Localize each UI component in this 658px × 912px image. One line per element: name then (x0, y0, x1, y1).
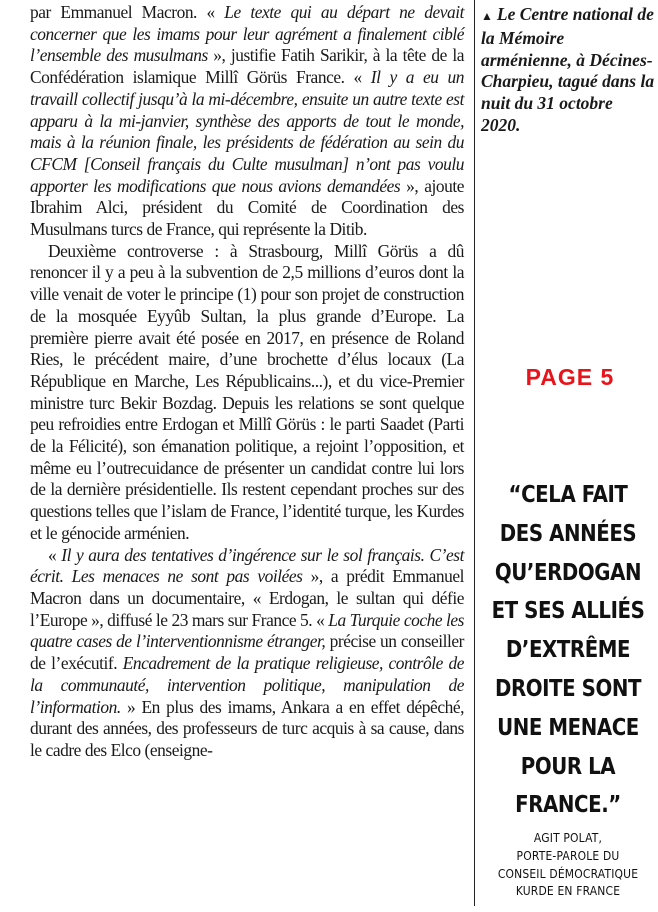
attribution-line: KURDE EN FRANCE (515, 883, 621, 899)
text-run: », ajoute Ibrahim Alci, président du Comité de Coordination des Musulmans turcs de France, qui représente la Ditib. (30, 175, 464, 240)
italic-text-run: La Turquie coche les quatre cases de l’interventionnisme étranger, (30, 609, 464, 652)
article-paragraph-1 (30, 2, 464, 241)
pull-quote-line: “CELA FAIT (508, 482, 628, 508)
page-label: PAGE 5 (525, 364, 615, 390)
caption-text: Le Centre national de la Mémoire arménienne, à Décines-Charpieu, tagué dans la nuit du 31 octobre 2020. (481, 4, 655, 135)
pull-quote-line: DES ANNÉES (499, 520, 637, 547)
text-run: » En plus des imams, Ankara a en effet dépêché, durant des années, des professeurs de turc acquis à sa cause, dans le cadre des Elco (enseigne- (30, 696, 464, 760)
text-run: par Emmanuel Macron. « (30, 2, 225, 22)
attribution-line: AGIT POLAT, (533, 830, 603, 845)
column-divider (474, 0, 475, 906)
attribution-line: CONSEIL DÉMOCRATIQUE (497, 865, 639, 881)
italic-text-run: Il y aura des tentatives d’ingérence sur le sol français. C’est écrit. Les menaces ne sont pas voilées (30, 544, 464, 587)
pull-quote-line: QU’ERDOGAN (494, 559, 642, 586)
pull-quote-line: FRANCE.” (515, 792, 621, 819)
italic-text-run: Le texte qui au départ ne devait concerner que les imams pour leur agrément a finalement ciblé l’ensemble des musulmans (30, 2, 464, 66)
article-paragraph-3 (30, 545, 464, 762)
quote-attribution (491, 829, 646, 900)
article-paragraph-2 (30, 241, 464, 545)
text-run: précise un conseiller de l’exécutif. (30, 631, 464, 674)
pull-quote-line: ET SES ALLIÉS (491, 598, 645, 625)
pull-quote (491, 476, 646, 825)
text-run: », a prédit Emmanuel Macron dans un documentaire, « Erdogan, le sultan qui défie l’Europe », diffusé le 23 mars sur France 5. « (30, 566, 464, 630)
caption-triangle-icon: ▲ (481, 9, 493, 23)
text-run: « (48, 544, 62, 565)
pull-quote-line: POUR LA (520, 753, 616, 780)
attribution-line: PORTE-PAROLE DU (516, 847, 620, 863)
italic-text-run: Encadrement de la pratique religieuse, contrôle de la communauté, intervention politique, manipulation de l’information. (30, 653, 464, 717)
text-run: Deuxième controverse : à Strasbourg, Millî Görüs a dû renoncer il y a peu à la subvention de 2,5 millions d’euros dont la ville venait de voter le principe (1) pour son projet de construction de la mosquée Eyyûb Sultan, la plus grande d’Europe. La première pierre avait été posée en 2017, en présence de Roland Ries, le précédent maire, d’une brochette d’élus locaux (La République en Marche, Les Républicains...), et du vice-Premier ministre turc Bekir Bozdag. Depuis les relations se sont quelque peu refroidies entre Erdogan et Millî Görüs : le parti Saadet (Parti de la Félicité), son émanation politique, a rejoint l’opposition, et même eu l’outrecuidance de présenter un candidat contre lui lors de la dernière présidentielle. Ils restent cependant proches sur des questions telles que l’islam de France, l’identité turque, les Kurdes et le génocide arménien. (30, 240, 464, 543)
text-run: », justifie Fatih Sarikir, à la tête de la Confédération islamique Millî Görüs France. « (30, 45, 464, 88)
italic-text-run: Il y a eu un travaill collectif jusqu’à la mi-décembre, ensuite un autre texte est apparu à la mi-janvier, synthèse des apports de tout le monde, mais à la réunion finale, les présidents de fédération au sein du CFCM [Conseil français du Culte musulman] n’ont pas voulu apporter les modifications que nous avions demandées (30, 67, 464, 196)
pull-quote-line: D’EXTRÊME (505, 637, 631, 664)
pull-quote-line: UNE MENACE (497, 714, 639, 741)
photo-caption (481, 4, 656, 137)
pull-quote-line: DROITE SONT (494, 675, 642, 702)
